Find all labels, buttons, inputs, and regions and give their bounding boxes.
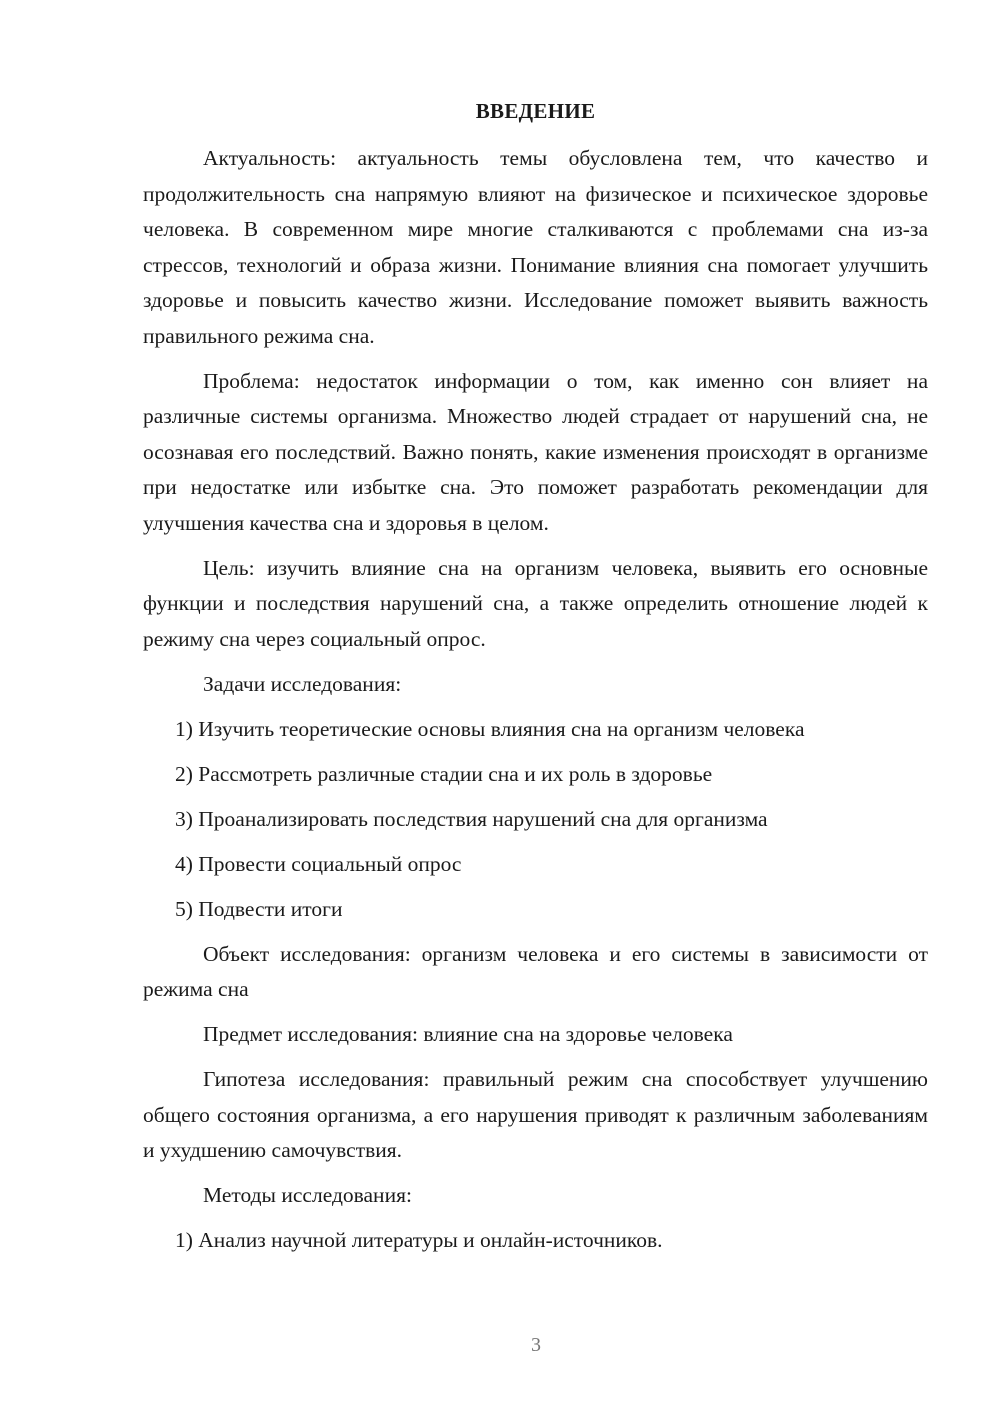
- relevance-paragraph: Актуальность: актуальность темы обусловлена тем, что качество и продолжительность сна напрямую влияют на физическое и психическое здоровье человека. В современном мире многие сталкиваются с проблемами сна из-за стрессов, технологий и образа жизни. Понимание влияния сна помогает улучшить здоровье и повысить качество жизни. Исследование поможет выявить важность правильного режима сна.: [143, 146, 928, 348]
- problem-paragraph: Проблема: недостаток информации о том, как именно сон влияет на различные системы организма. Множество людей страдает от нарушений сна, не осознавая его последствий. Важно понять, какие изменения происходят в организме при недостатке или избытке сна. Это поможет разработать рекомендации для улучшения качества сна и здоровья в целом.: [143, 368, 928, 535]
- task-item: 5) Подвести итоги: [175, 896, 343, 921]
- object-paragraph: Объект исследования: организм человека и его системы в зависимости от режима сна: [143, 941, 928, 1001]
- tasks-heading: Задачи исследования:: [203, 671, 402, 696]
- method-item: 1) Анализ научной литературы и онлайн-источников.: [175, 1228, 663, 1252]
- task-item: 4) Провести социальный опрос: [175, 851, 462, 876]
- task-item: 2) Рассмотреть различные стадии сна и их роль в здоровье: [175, 761, 713, 786]
- goal-paragraph: Цель: изучить влияние сна на организм человека, выявить его основные функции и последствия нарушений сна, а также определить отношение людей к режиму сна через социальный опрос.: [143, 555, 928, 651]
- task-item: 1) Изучить теоретические основы влияния сна на организм человека: [175, 716, 805, 741]
- methods-heading: Методы исследования:: [203, 1183, 412, 1207]
- hypothesis-paragraph: Гипотеза исследования: правильный режим сна способствует улучшению общего состояния организма, а его нарушения приводят к различным заболеваниям и ухудшению самочувствия.: [143, 1067, 928, 1162]
- page-title: ВВЕДЕНИЕ: [475, 99, 596, 123]
- task-item: 3) Проанализировать последствия нарушений сна для организма: [175, 806, 768, 831]
- subject-paragraph: Предмет исследования: влияние сна на здоровье человека: [203, 1022, 733, 1046]
- document-body: [143, 141, 928, 1268]
- page-number: 3: [531, 1334, 541, 1356]
